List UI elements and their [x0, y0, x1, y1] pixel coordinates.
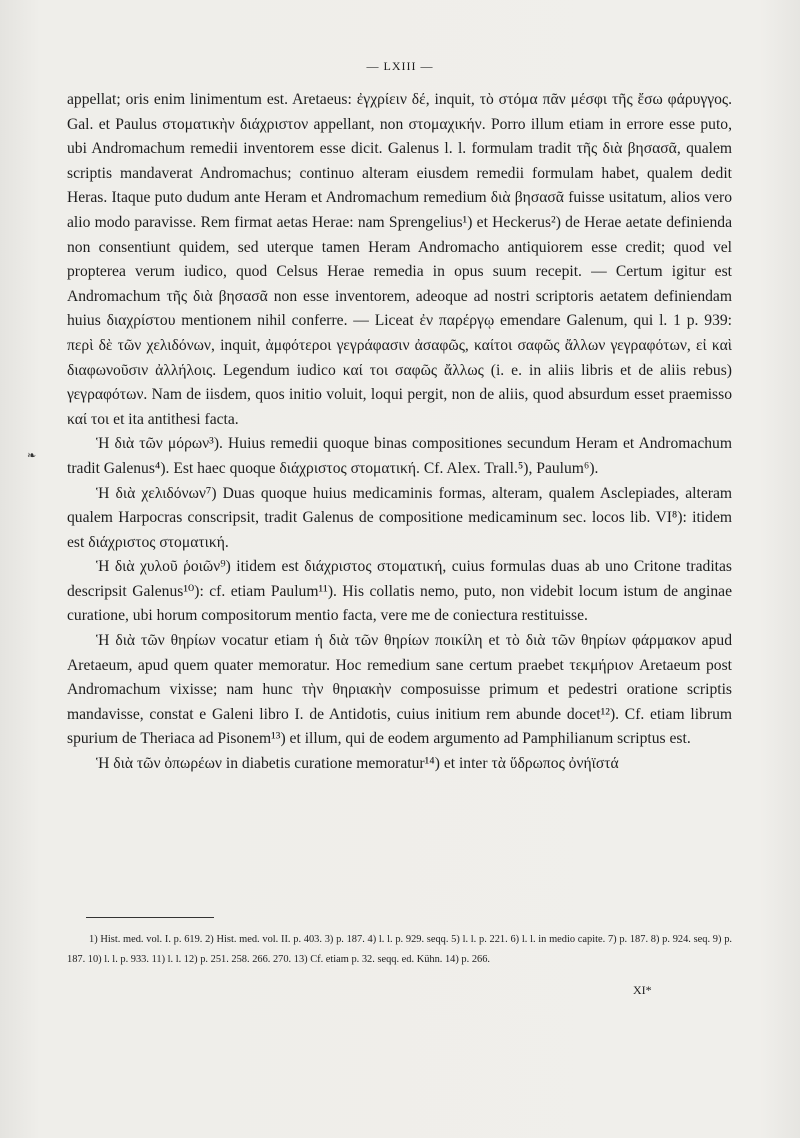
- footnote-text: 1) Hist. med. vol. I. p. 619. 2) Hist. med. vol. II. p. 403. 3) p. 187. 4) l. l. p. 929. seqq. 5) l. l. p. 221. 6) l. l. in medio capite. 7) p. 187. 8) p. 924. seq. 9) p. 187. 10) l. l. p. 933. 11) l. l. 12) p. 251. 258. 266. 270. 13) Cf. etiam p. 32. seqq. ed. Kühn. 14) p. 266.: [67, 934, 732, 965]
- running-head: — LXIII —: [366, 59, 434, 73]
- margin-mark: ❧: [27, 450, 37, 462]
- footnote-rule: [86, 917, 214, 918]
- paragraph: Ἡ διὰ τῶν ὀπωρέων in diabetis curatione memoratur¹⁴) et inter τὰ ὕδρωπος ὀνήϊστά: [96, 755, 619, 773]
- main-text: [67, 88, 732, 777]
- footnotes: [67, 930, 732, 969]
- signature-mark: XI*: [633, 983, 652, 997]
- paragraph: Ἡ διὰ τῶν θηρίων vocatur etiam ἡ διὰ τῶν θηρίων ποικίλη et τὸ διὰ τῶν θηρίων φάρμακον apud Aretaeum, apud quem quater memoratur. Hoc remedium sane certum praebet τεκμήριον Aretaeum post Andromachum vixisse; nam hunc τὴν θηριακὴν composuisse primum et pedestri oratione scriptis mandavisse, constat e Galeni libro I. de Antidotis, cuius initium rem abunde docet¹²). Cf. etiam librum spurium de Theriaca ad Pisonem¹³) et illum, qui de eodem argumento ad Pamphilianum scriptus est.: [67, 632, 732, 748]
- paragraph: Ἡ διὰ χελιδόνων⁷) Duas quoque huius medicaminis formas, alteram, qualem Asclepiades, alteram qualem Harpocras conscripsit, tradit Galenus de compositione medicaminum sec. locos lib. VI⁸): itidem est διάχριστος στοματική.: [67, 484, 732, 551]
- paragraph: appellat; oris enim linimentum est. Aretaeus: ἐγχρίειν δέ, inquit, τὸ στόμα πᾶν μέσφι τῆς ἔσω φάρυγγος. Gal. et Paulus στοματικὴν διάχριστον appellant, non στομαχικήν. Porro illum etiam in errore esse puto, ubi Andromachum remedii inventorem esse dicit. Galenus l. l. formulam tradit τῆς διὰ βησασᾶ, qualem scriptis mandaverat Andromachus; continuo alteram eiusdem remedii formulam habet, qualem dedit Heras. Itaque puto dudum ante Heram et Andromachum remedium διὰ βησασᾶ fuisse usitatum, alios vero alio modo paravisse. Rem firmat aetas Herae: nam Sprengelius¹) et Heckerus²) de Herae aetate definienda non consentiunt quidem, sed uterque tamen Heram Andromacho antiquiorem esse credit; quod vel propterea verum iudico, quod Celsus Herae remedia in opus suum recepit. — Certum igitur est Andromachum τῆς διὰ βησασᾶ non esse inventorem, adeoque ad nostri scriptoris aetatem definiendam huius διαχρίστου mentionem nihil conferre. — Liceat ἐν παρέργῳ emendare Galenum, qui l. 1 p. 939: περὶ δὲ τῶν χελιδόνων, inquit, ἀμφότεροι γεγράφασιν ἀσαφῶς, καίτοι σαφῶς ἄλλων γεγραφότων, εἰ καὶ διαφωνοῦσιν ἀλλήλοις. Legendum iudico καί τοι σαφῶς ἄλλως (i. e. in aliis libris et de aliis rebus) γεγραφότων. Nam de iisdem, quos initio voluit, loqui pergit, non de aliis, quod absurdum esset praemisso καί τοι et ita antithesi facta.: [67, 91, 732, 428]
- paragraph: Ἡ διὰ τῶν μόρων³). Huius remedii quoque binas compositiones secundum Heram et Andromachum tradit Galenus⁴). Est haec quoque διάχριστος στοματική. Cf. Alex. Trall.⁵), Paulum⁶).: [67, 435, 732, 477]
- paragraph: Ἡ διὰ χυλοῦ ῥοιῶν⁹) itidem est διάχριστος στοματική, cuius formulas duas ab uno Critone traditas descripsit Galenus¹⁰): cf. etiam Paulum¹¹). His collatis nemo, puto, non videbit locum istum de anginae curatione, ubi horum compositorum mentio facta, vere me de coniectura restituisse.: [67, 558, 732, 625]
